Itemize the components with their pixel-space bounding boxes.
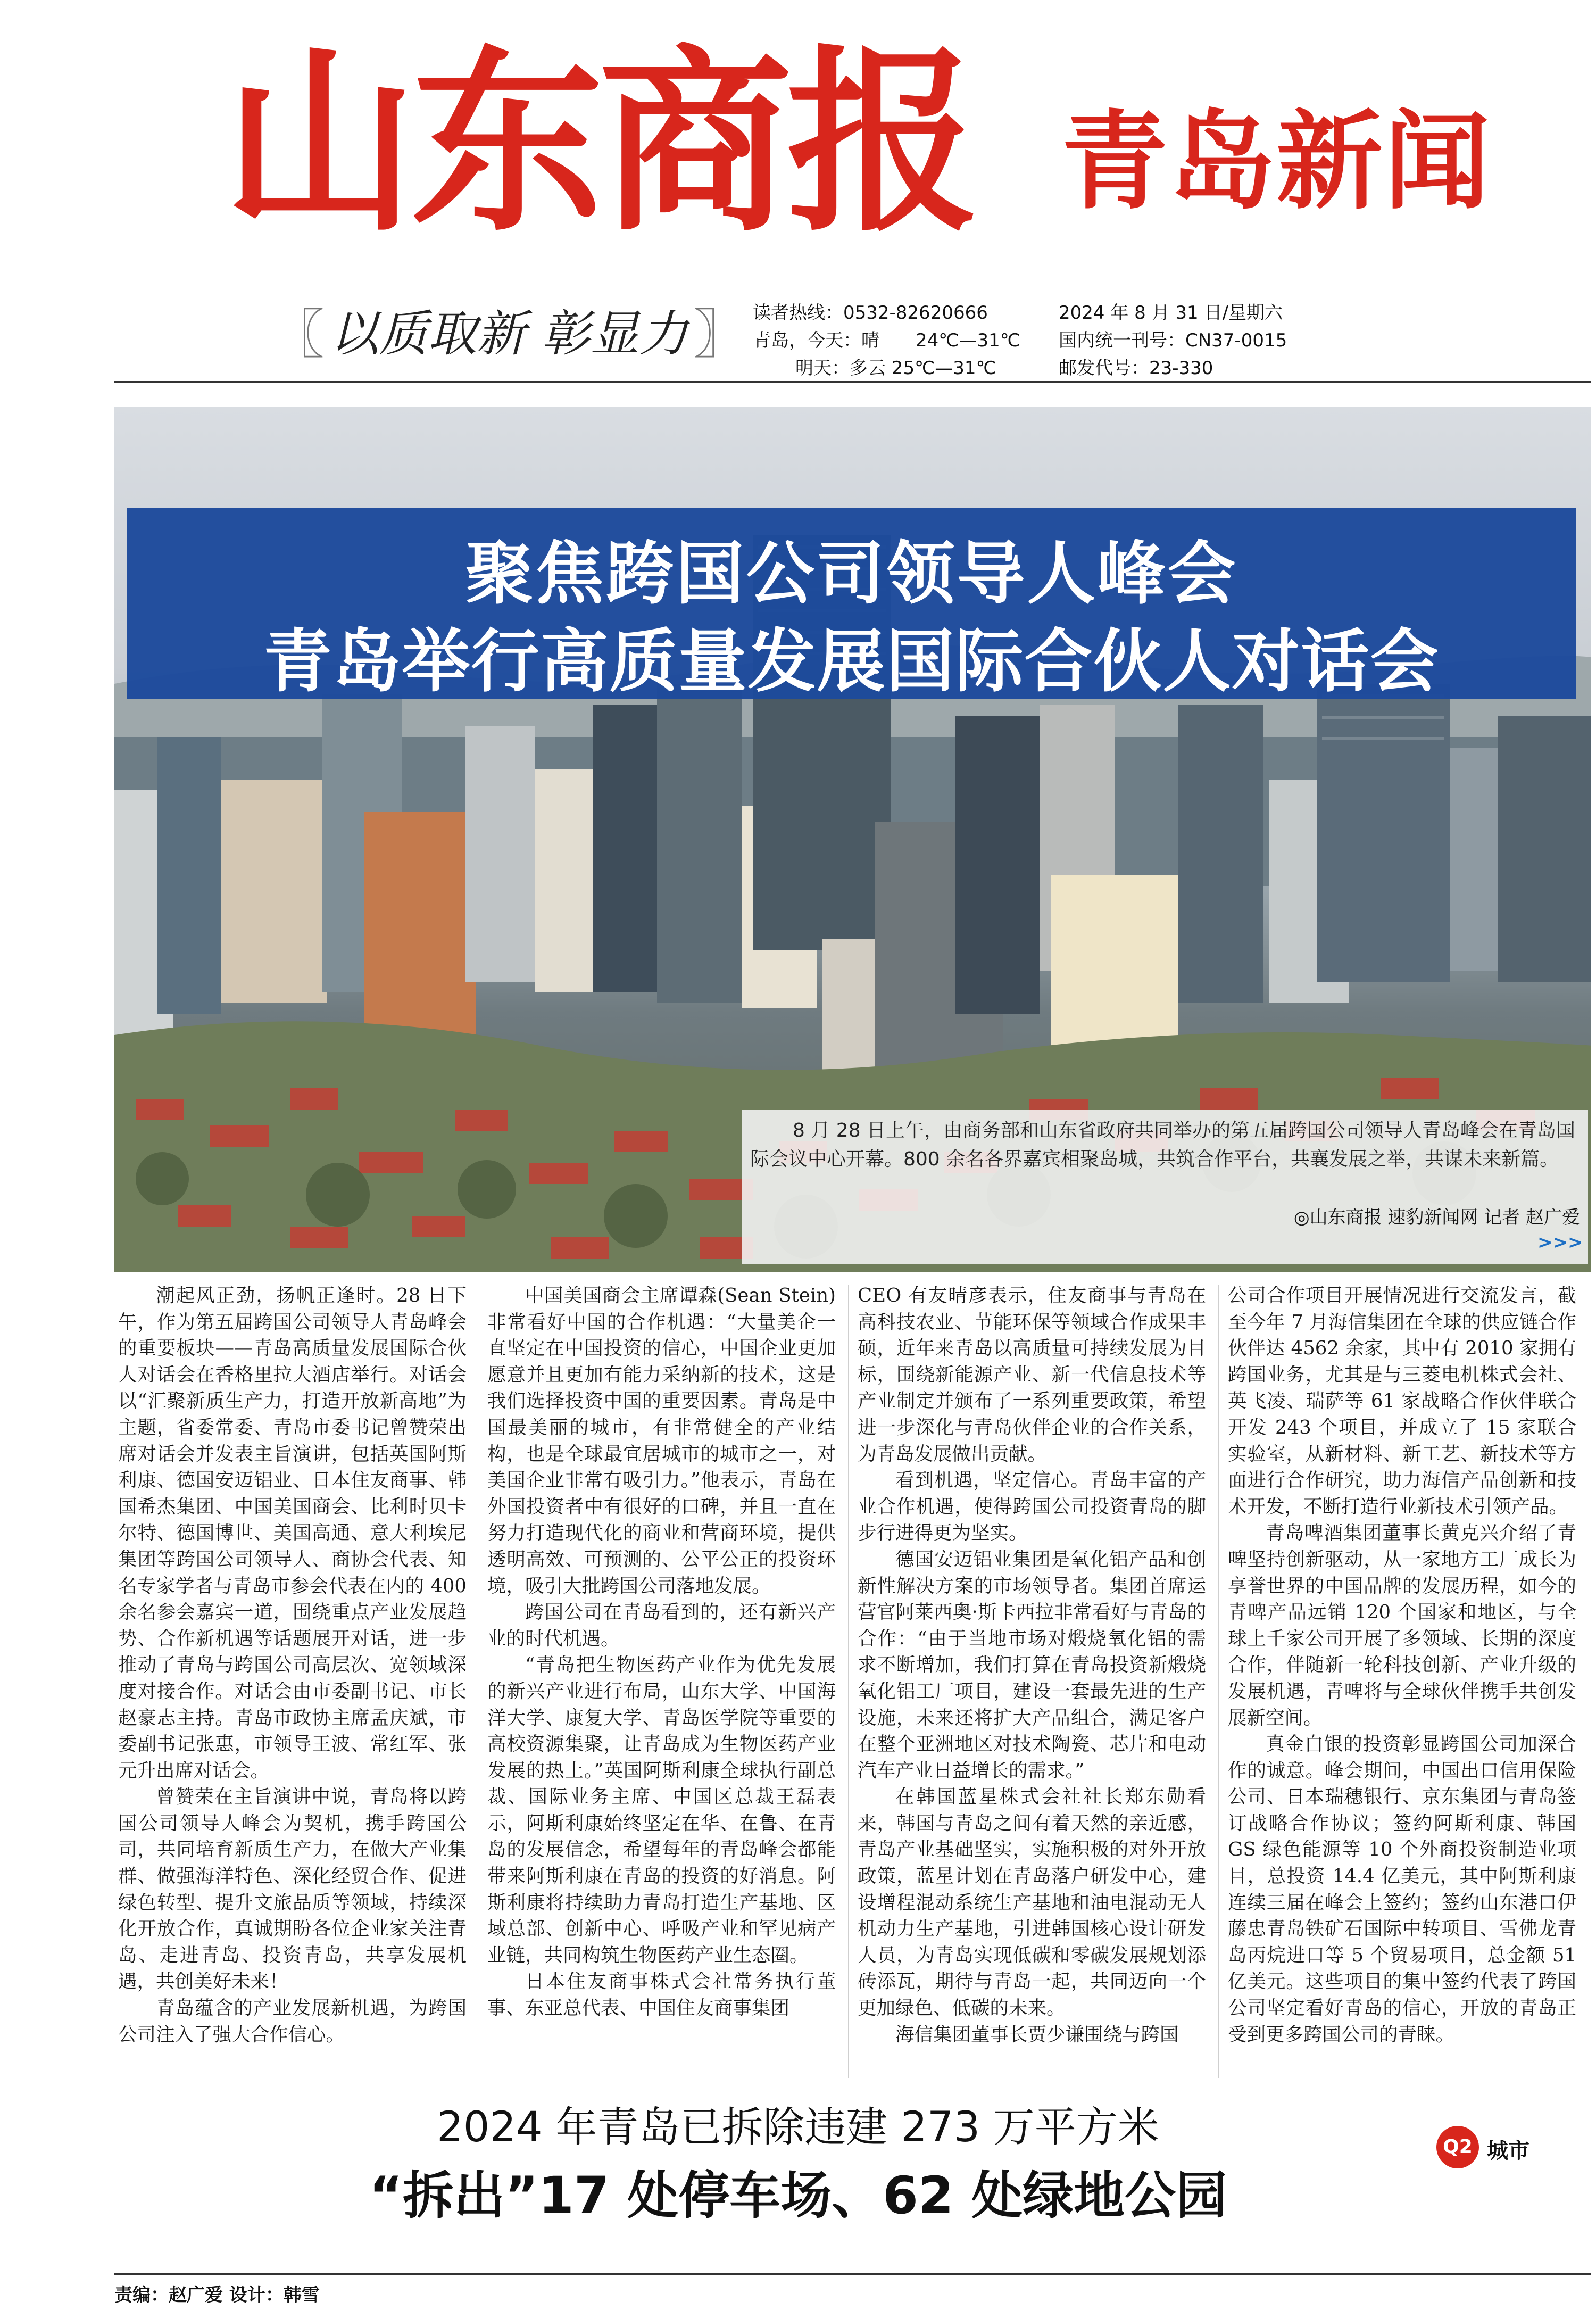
masthead-rule: [114, 381, 1591, 383]
paragraph: 在韩国蓝星株式会社社长郑东勋看来，韩国与青岛之间有着天然的亲近感，青岛产业基础坚实，实施积极的对外开放政策，蓝星计划在青岛落户研发中心，建设增程混动系统生产基地和油电混动无人机动力生产基地，引进韩国核心设计研发人员，为青岛实现低碳和零碳发展规划添砖添瓦，期待与青岛一起，共同迈向一个更加绿色、低碳的未来。: [858, 1786, 1206, 2019]
more-link[interactable]: >>>: [1537, 1232, 1583, 1253]
masthead-title: 山东商报: [223, 29, 975, 258]
teaser-subtitle: 2024 年青岛已拆除违建 273 万平方米: [437, 2104, 1159, 2151]
edition-title: 青岛新闻: [1061, 100, 1492, 224]
headline-line-1: 聚焦跨国公司领导人峰会: [465, 534, 1238, 614]
paragraph: “青岛把生物医药产业作为优先发展的新兴产业进行布局，山东大学、中国海洋大学、康复大学、青岛医学院等重要的高校资源集聚，让青岛成为生物医药产业发展的热土。”英国阿斯利康全球执行副总裁、国际业务主席、中国区总裁王磊表示，阿斯利康始终坚定在华、在鲁、在青岛的发展信念，希望每年的青岛峰会都能带来阿斯利康在青岛的投资的好消息。阿斯利康将持续助力青岛打造生产基地、区域总部、创新中心、呼吸产业和罕见病产业链，共同构筑生物医药产业生态圈。: [487, 1654, 836, 1966]
weather-tomorrow: 明天：多云 25℃—31℃: [795, 358, 996, 379]
photo-credit: ◎山东商报 速豹新闻网 记者 赵广爱: [1293, 1207, 1580, 1228]
paragraph: 中国美国商会主席谭森(Sean Stein)非常看好中国的合作机遇：“大量美企一直坚定在中国投资的信心，中国企业更加愿意并且更加有能力采纳新的技术，这是我们选择投资中国的重要因素。青岛是中国最美丽的城市，有非常健全的产业结构，也是全球最宜居城市的城市之一，对美国企业非常有吸引力。”他表示，青岛在外国投资者中有很好的口碑，并且一直在努力打造现代化的商业和营商环境，提供透明高效、可预测的、公平公正的投资环境，吸引大批跨国公司落地发展。: [487, 1285, 836, 1597]
reader-hotline: 读者热线：0532-82620666: [753, 302, 988, 324]
slogan-bracket-left: 〖: [271, 303, 325, 366]
paragraph: 海信集团董事长贾少谦围绕与跨国: [895, 2023, 1179, 2046]
column-divider: [1218, 1285, 1219, 2078]
postal-code: 邮发代号：23-330: [1059, 358, 1213, 379]
article-column-4: [1228, 1282, 1576, 2083]
headline-line-2: 青岛举行高质量发展国际合伙人对话会: [263, 622, 1440, 701]
paragraph: 潮起风正劲，扬帆正逢时。28 日下午，作为第五届跨国公司领导人青岛峰会的重要板块——青岛高质量发展国际合伙人对话会在香格里拉大酒店举行。对话会以“汇聚新质生产力，打造开放新高地”为主题，省委常委、青岛市委书记曾赞荣出席对话会并发表主旨演讲，包括英国阿斯利康、德国安迈铝业、日本住友商事、韩国希杰集团、中国美国商会、比利时贝卡尔特、德国博世、美国高通、意大利埃尼集团等跨国公司领导人、商协会代表、知名专家学者与青岛市参会代表在内的 400 余名参会嘉宾一道，围绕重点产业发展趋势、合作新机遇等话题展开对话，进一步推动了青岛与跨国公司高层次、宽领域深度对接合作。对话会由市委副书记、市长赵豪志主持。青岛市政协主席孟庆斌，市委副书记张惠，市领导王波、常红军、张元升出席对话会。: [118, 1285, 467, 1782]
article-column-3: [858, 1282, 1206, 2083]
paragraph: 曾赞荣在主旨演讲中说，青岛将以跨国公司领导人峰会为契机，携手跨国公司，共同培育新质生产力，在做大产业集群、做强海洋特色、深化经贸合作、促进绿色转型、提升文旅品质等领域，持续深化开放合作，真诚期盼各位企业家关注青岛、走进青岛、投资青岛，共享发展机遇，共创美好未来！: [118, 1786, 467, 1993]
weather-today: 青岛，今天：晴 24℃—31℃: [753, 330, 1020, 351]
paragraph: 日本住友商事株式会社常务执行董事、东亚总代表、中国住友商事集团: [487, 1970, 836, 2019]
photo-caption: 8 月 28 日上午，由商务部和山东省政府共同举办的第五届跨国公司领导人青岛峰会在青岛国际会议中心开幕。800 余名各界嘉宾相聚岛城，共筑合作平台，共襄发展之举，共谋未来新篇。: [750, 1120, 1576, 1170]
masthead-info-left: [753, 299, 1020, 382]
paragraph: 公司合作项目开展情况进行交流发言，截至今年 7 月海信集团在全球的供应链合作伙伴达 4562 余家，其中有 2010 家拥有跨国业务，尤其是与三菱电机株式会社、英飞凌、瑞萨等 61 家战略合作伙伴联合开发 243 个项目，并成立了 15 家联合实验室，从新材料、新工艺、新技术等方面进行合作研究，助力海信产品创新和技术开发，不断打造行业新技术引领产品。: [1228, 1285, 1576, 1518]
article-column-1: [118, 1282, 467, 2083]
column-divider: [848, 1285, 849, 2078]
slogan-text: 以质取新 彰显力: [330, 305, 688, 362]
paragraph: CEO 有友晴彦表示，住友商事与青岛在高科技农业、节能环保等领域合作成果丰硕，近年来青岛以高质量可持续发展为目标，围绕新能源产业、新一代信息技术等产业制定并颁布了一系列重要政策，希望进一步深化与青岛伙伴企业的合作关系，为青岛发展做出贡献。: [858, 1285, 1206, 1465]
masthead-info-right: [1059, 299, 1287, 382]
paragraph: 真金白银的投资彰显跨国公司加深合作的诚意。峰会期间，中国出口信用保险公司、日本瑞穗银行、京东集团与青岛签订战略合作协议；签约阿斯利康、韩国 GS 绿色能源等 10 个外商投资制造业项目，总投资 14.4 亿美元，其中阿斯利康连续三届在峰会上签约；签约山东港口伊藤忠青岛铁矿石国际中转项目、雪佛龙青岛丙烷进口等 5 个贸易项目，总金额 51 亿美元。这些项目的集中签约代表了跨国公司坚定看好青岛的信心，开放的青岛正受到更多跨国公司的青睐。: [1228, 1733, 1576, 2046]
teaser-title[interactable]: “拆出”17 处停车场、62 处绿地公园: [369, 2166, 1227, 2225]
slogan-bracket-right: 〗: [693, 303, 747, 366]
article-column-2: [487, 1282, 836, 2083]
section-label: 城市: [1487, 2139, 1530, 2163]
cn-number: 国内统一刊号：CN37-0015: [1059, 330, 1287, 351]
paragraph: 青岛蕴含的产业发展新机遇，为跨国公司注入了强大合作信心。: [118, 1997, 467, 2046]
footer-rule: [114, 2273, 1591, 2275]
page-badge[interactable]: Q2: [1436, 2126, 1479, 2168]
issue-date: 2024 年 8 月 31 日/星期六: [1059, 302, 1283, 324]
paragraph: 跨国公司在青岛看到的，还有新兴产业的时代机遇。: [487, 1601, 836, 1650]
paragraph: 看到机遇，坚定信心。青岛丰富的产业合作机遇，使得跨国公司投资青岛的脚步行进得更为坚实。: [858, 1469, 1206, 1544]
slogan: [266, 298, 747, 366]
editor-credits: 责编：赵广爱 设计：韩雪: [114, 2284, 320, 2306]
paragraph: 德国安迈铝业集团是氧化铝产品和创新性解决方案的市场领导者。集团首席运营官阿莱西奥·斯卡西拉非常看好与青岛的合作：“由于当地市场对煅烧氧化铝的需求不断增加，我们打算在青岛投资新煅烧氧化铝工厂项目，建设一套最先进的生产设施，未来还将扩大产品组合，满足客户在整个亚洲地区对技术陶瓷、芯片和电动汽车产业日益增长的需求。”: [858, 1548, 1206, 1782]
paragraph: 青岛啤酒集团董事长黄克兴介绍了青啤坚持创新驱动，从一家地方工厂成长为享誉世界的中国品牌的发展历程，如今的青啤产品远销 120 个国家和地区，与全球上千家公司开展了多领域、长期的深度合作，伴随新一轮科技创新、产业升级的发展机遇，青啤将与全球伙伴携手共创发展新空间。: [1228, 1522, 1576, 1729]
